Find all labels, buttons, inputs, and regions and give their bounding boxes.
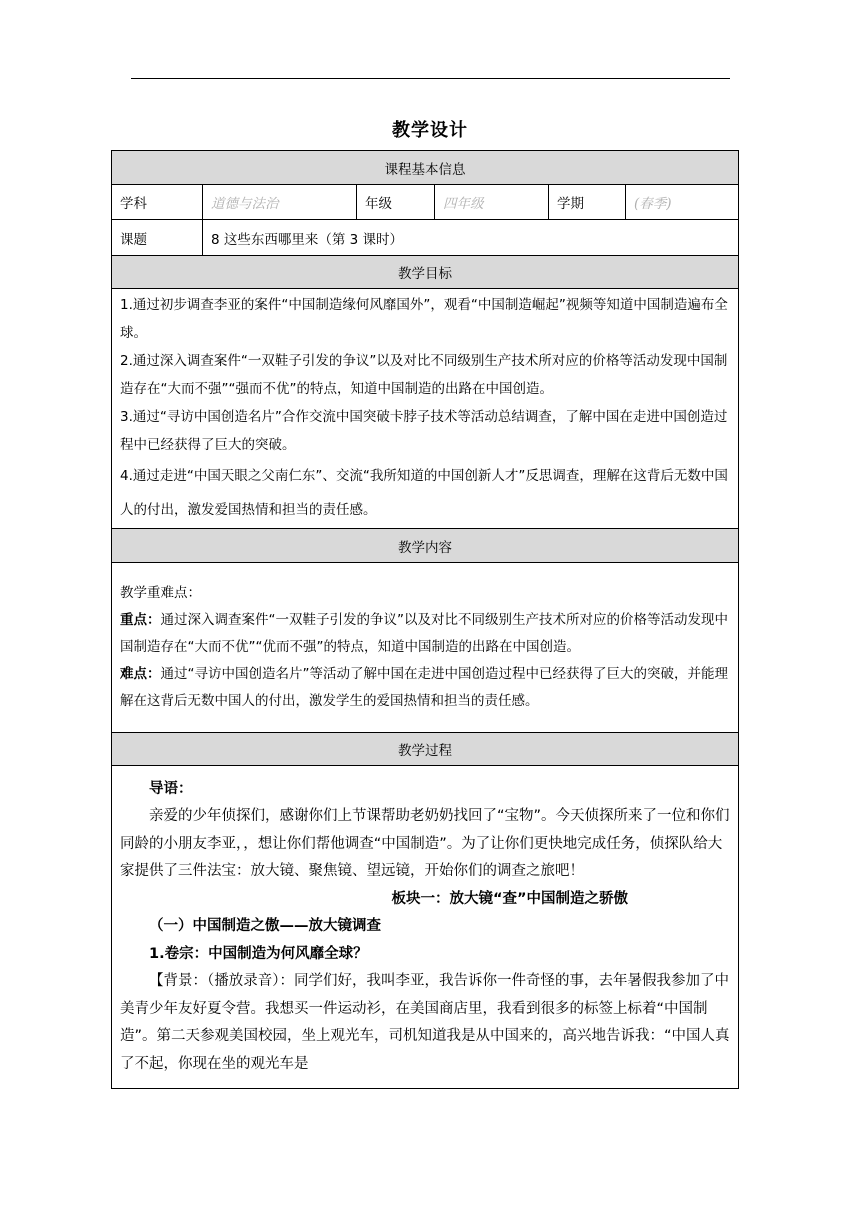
goal-item: 4.通过走进“中国天眼之父南仁东”、交流“我所知道的中国创新人才”反思调查，理解在这背后无数中国人的付出，激发爱国热情和担当的责任感。 [120, 467, 728, 518]
term-label: 学期 [549, 185, 626, 220]
process-header: 教学过程 [112, 733, 739, 766]
key-point [120, 607, 730, 661]
document-title: 教学设计 [392, 120, 468, 141]
grade-value: 四年级 [435, 185, 549, 220]
section-one-title [120, 913, 730, 941]
key-point-label: 重点： [120, 612, 161, 628]
goals-cell [112, 289, 739, 529]
difficult-point-label: 难点： [120, 666, 161, 682]
section-one-title-text: （一）中国制造之傲——放大镜调查 [149, 918, 381, 935]
background-text: 【背景：（播放录音）：同学们好，我叫李亚，我告诉你一件奇怪的事，去年暑假我参加了中美青少年友好夏令营。我想买一件运动衫，在美国商店里，我看到很多的标签上标着“中国制造”。第二天参观美国校园，坐上观光车，司机知道我是从中国来的，高兴地告诉我：“中国人真了不起，你现在坐的观光车是 [120, 973, 730, 1072]
difficult-point-text: 通过“寻访中国创造名片”等活动了解中国在走进中国创造过程中已经获得了巨大的突破，并能理解在这背后无数中国人的付出，激发学生的爱国热情和担当的责任感。 [120, 666, 728, 709]
goal-item: 1.通过初步调查李亚的案件“中国制造缘何风靡国外”，观看“中国制造崛起”视频等知道中国制造遍布全球。 [120, 296, 728, 341]
content-intro: 教学重难点： [120, 585, 201, 601]
lesson-plan-table [111, 150, 739, 1089]
intro-text: 亲爱的少年侦探们，感谢你们上节课帮助老奶奶找回了“宝物”。今天侦探所来了一位和你们同龄的小朋友李亚，，想让你们帮他调查“中国制造”。为了让你们更快地完成任务，侦探队给大家提供了三件法宝：放大镜、聚焦镜、望远镜，开始你们的调查之旅吧！ [120, 808, 730, 880]
lesson-label: 课题 [112, 220, 203, 256]
grade-label: 年级 [357, 185, 435, 220]
case-one-title [120, 941, 730, 969]
lesson-value: 8 这些东西哪里来（第 3 课时） [203, 220, 739, 256]
case-one-title-text: 1.卷宗：中国制造为何风靡全球？ [149, 945, 368, 962]
key-point-text: 通过深入调查案件“一双鞋子引发的争议”以及对比不同级别生产技术所对应的价格等活动发现中国制造存在“大而不优”“优而不强”的特点，知道中国制造的出路在中国创造。 [120, 612, 728, 655]
difficult-point [120, 661, 730, 715]
intro-label-text: 导语： [149, 780, 193, 797]
subject-label: 学科 [112, 185, 203, 220]
goals-header: 教学目标 [112, 256, 739, 289]
block-one-title: 板块一：放大镜“查”中国制造之骄傲 [391, 890, 629, 907]
subject-value: 道德与法治 [203, 185, 357, 220]
content-cell [112, 563, 739, 733]
intro-label [120, 776, 730, 804]
process-cell [112, 766, 739, 1089]
goal-item: 3.通过“寻访中国创造名片”合作交流中国突破卡脖子技术等活动总结调查，了解中国在走进中国创造过程中已经获得了巨大的突破。 [120, 408, 728, 453]
basic-info-header: 课程基本信息 [112, 151, 739, 185]
term-value: (春季) [626, 185, 739, 220]
content-header: 教学内容 [112, 529, 739, 563]
header-rule [131, 78, 730, 79]
goal-item: 2.通过深入调查案件“一双鞋子引发的争议”以及对比不同级别生产技术所对应的价格等活动发现中国制造存在“大而不强”“强而不优”的特点，知道中国制造的出路在中国创造。 [120, 352, 728, 397]
